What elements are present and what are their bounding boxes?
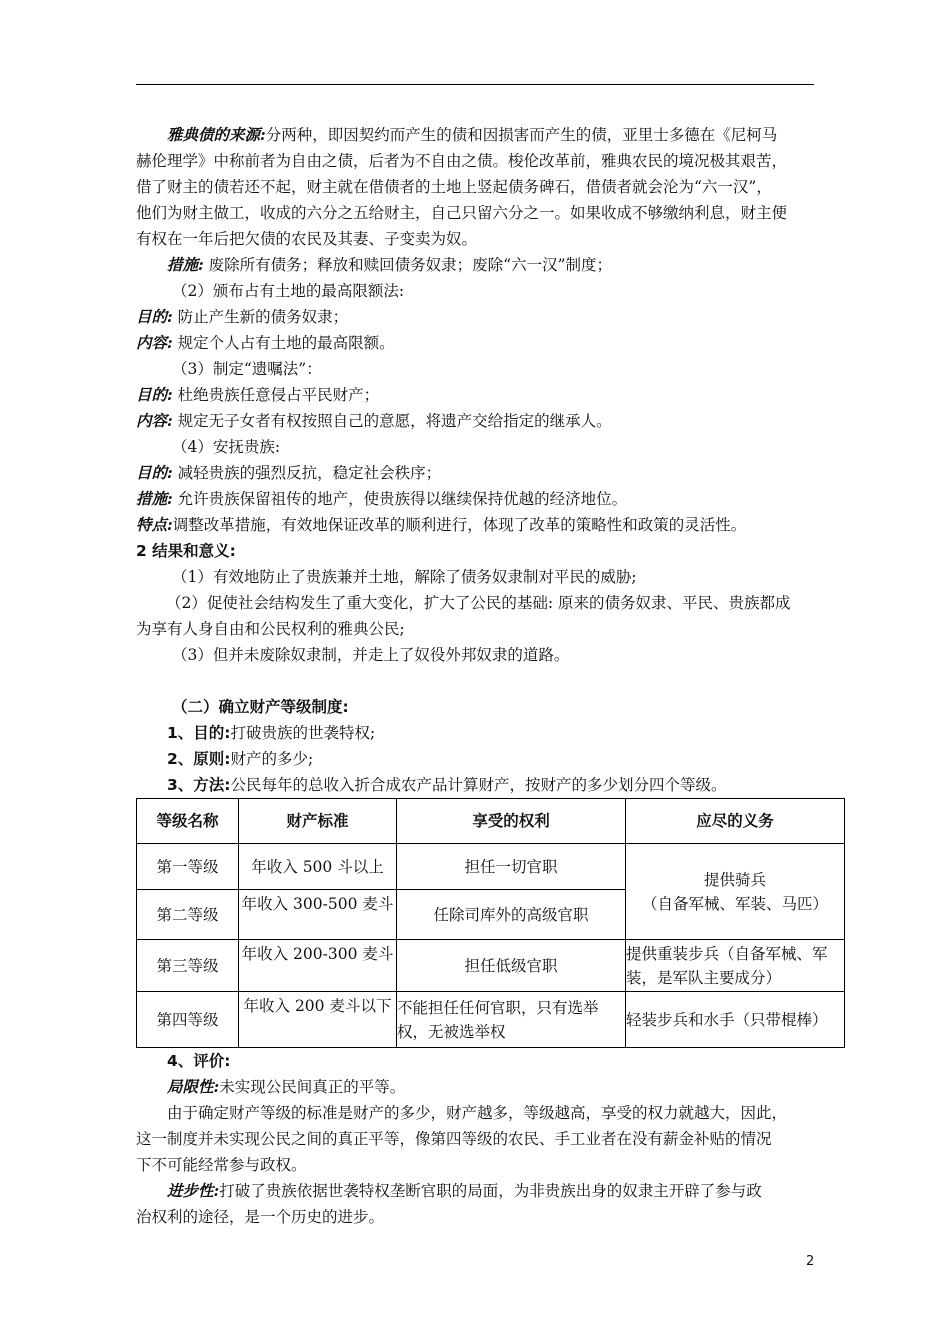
property-class-table (136, 798, 845, 1048)
source-paragraph-line5: 有权在一年后把欠债的农民及其妻、子变卖为奴。 (136, 230, 478, 248)
standard-cell: 年收入 300-500 麦斗 (239, 890, 397, 940)
source-paragraph-line1 (136, 122, 816, 148)
section-item-4-label: 4、评价: (167, 1052, 231, 1070)
duty-line-2: （自备军械、军装、马匹） (641, 894, 828, 913)
section-item-1-label: 1、目的: (167, 724, 231, 742)
content-label-2: 内容: (136, 333, 173, 352)
purpose-label-2: 目的: (136, 307, 173, 326)
content-line-2 (136, 330, 816, 356)
feature-label: 特点: (136, 515, 173, 534)
feature-line (136, 512, 816, 538)
section-item-3-text: 公民每年的总收入折合成农产品计算财产，按财产的多少划分四个等级。 (230, 776, 727, 794)
content-text-3: 规定无子女者有权按照自己的意愿，将遗产交给指定的继承人。 (177, 412, 612, 430)
purpose-label-3: 目的: (136, 385, 173, 404)
limitation-detail-line3: 下不可能经常参与政权。 (136, 1156, 307, 1174)
table-row (137, 844, 845, 890)
purpose-line-3 (136, 382, 816, 408)
limitation-text: 未实现公民间真正的平等。 (219, 1078, 406, 1096)
grade-cell: 第三等级 (137, 940, 239, 992)
result-item-3: （3）但并未废除奴隶制，并走上了奴役外邦奴隶的道路。 (172, 646, 570, 664)
purpose-line-4 (136, 460, 816, 486)
rights-cell: 担任低级官职 (397, 940, 626, 992)
section-item-2-text: 财产的多少; (230, 750, 314, 768)
section-item-4 (136, 1048, 816, 1074)
standard-cell: 年收入 200 麦斗以下 (239, 992, 397, 1048)
rights-cell: 不能担任任何官职，只有选举权，无被选举权 (397, 992, 626, 1048)
result-item-1: （1）有效地防止了贵族兼并土地，解除了债务奴隶制对平民的威胁; (172, 568, 637, 586)
progress-line1 (136, 1178, 816, 1204)
measure-line-4 (136, 486, 816, 512)
source-label: 雅典债的来源: (167, 125, 266, 144)
measure-line (136, 252, 816, 278)
result-heading: 2 结果和意义: (136, 542, 236, 560)
section-item-3 (136, 772, 816, 798)
heading-appease-nobles: （4）安抚贵族: (172, 438, 281, 456)
duty-cell: 提供重装步兵（自备军械、军装，是军队主要成分） (626, 940, 845, 992)
progress-label: 进步性: (167, 1181, 220, 1200)
source-paragraph-line2: 赫伦理学》中称前者为自由之债，后者为不自由之债。梭伦改革前，雅典农民的境况极其艰苦， (136, 152, 788, 170)
section-item-2 (136, 746, 816, 772)
grade-cell: 第一等级 (137, 844, 239, 890)
section-item-1 (136, 720, 816, 746)
content-line-3 (136, 408, 816, 434)
source-text-1: 分两种，即因契约而产生的债和因损害而产生的债，亚里士多德在《尼柯马 (265, 126, 778, 144)
purpose-text-2: 防止产生新的债务奴隶； (177, 308, 349, 326)
header-rights: 享受的权利 (397, 799, 626, 844)
duty-line-1: 提供骑兵 (703, 870, 766, 889)
progress-text: 打破了贵族依据世袭特权垄断官职的局面，为非贵族出身的奴隶主开辟了参与政 (219, 1182, 762, 1200)
measure-label: 措施: (167, 255, 204, 274)
page-number: 2 (806, 1254, 815, 1269)
section-item-2-label: 2、原则: (167, 750, 231, 768)
header-duty: 应尽的义务 (626, 799, 845, 844)
content-text-2: 规定个人占有土地的最高限额。 (177, 334, 395, 352)
duty-cell: 轻装步兵和水手（只带棍棒） (626, 992, 845, 1048)
measure-text-4: 允许贵族保留祖传的地产，使贵族得以继续保持优越的经济地位。 (177, 490, 628, 508)
progress-line2: 治权利的途径，是一个历史的进步。 (136, 1208, 385, 1226)
purpose-text-4: 减轻贵族的强烈反抗，稳定社会秩序； (177, 464, 442, 482)
limitation-detail-line1: 由于确定财产等级的标准是财产的多少，财产越多，等级越高，享受的权力就越大，因此， (167, 1104, 788, 1122)
purpose-text-3: 杜绝贵族任意侵占平民财产； (177, 386, 380, 404)
result-item-2-line2: 为享有人身自由和公民权利的雅典公民; (136, 620, 405, 638)
standard-cell: 年收入 200-300 麦斗 (239, 940, 397, 992)
limitation-line (136, 1074, 816, 1100)
table-header-row (137, 799, 845, 844)
document-body (136, 122, 828, 1230)
header-standard: 财产标准 (239, 799, 397, 844)
rights-cell: 任除司库外的高级官职 (397, 890, 626, 940)
limitation-label: 局限性: (167, 1077, 220, 1096)
content-label-3: 内容: (136, 411, 173, 430)
grade-cell: 第四等级 (137, 992, 239, 1048)
section-item-3-label: 3、方法: (167, 776, 231, 794)
limitation-detail-line2: 这一制度并未实现公民之间的真正平等，像第四等级的农民、手工业者在没有薪金补贴的情况 (136, 1130, 772, 1148)
heading-land-limit: （2）颁布占有土地的最高限额法: (172, 282, 405, 300)
header-rule (136, 84, 814, 85)
measure-label-4: 措施: (136, 489, 173, 508)
source-paragraph-line4: 他们为财主做工，收成的六分之五给财主，自己只留六分之一。如果收成不够缴纳利息，财主便 (136, 204, 788, 222)
purpose-line-2 (136, 304, 816, 330)
table-row (137, 992, 845, 1048)
header-grade: 等级名称 (137, 799, 239, 844)
measure-text: 废除所有债务；释放和赎回债务奴隶；废除“六一汉”制度； (208, 256, 613, 274)
standard-cell: 年收入 500 斗以上 (239, 844, 397, 890)
section-two-heading: （二）确立财产等级制度: (172, 698, 349, 716)
rights-cell: 担任一切官职 (397, 844, 626, 890)
heading-will-law: （3）制定“遗嘱法”： (172, 360, 322, 378)
source-paragraph-line3: 借了财主的债若还不起，财主就在借债者的土地上竖起债务碑石，借债者就会沦为“六一汉”， (136, 178, 772, 196)
result-item-2-line1: （2）促使社会结构发生了重大变化，扩大了公民的基础: 原来的债务奴隶、平民、贵族都成 (166, 594, 791, 612)
duty-cell-cavalry (626, 844, 845, 940)
table-row (137, 940, 845, 992)
grade-cell: 第二等级 (137, 890, 239, 940)
section-item-1-text: 打破贵族的世袭特权; (230, 724, 376, 742)
feature-text: 调整改革措施，有效地保证改革的顺利进行，体现了改革的策略性和政策的灵活性。 (172, 516, 747, 534)
purpose-label-4: 目的: (136, 463, 173, 482)
